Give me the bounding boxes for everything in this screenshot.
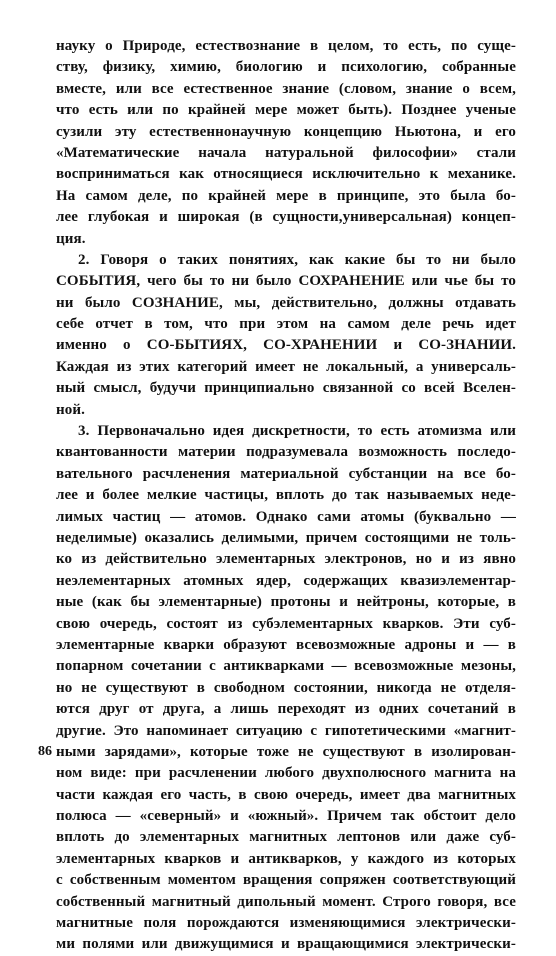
text-line: ются друг от друга, а лишь переходят из одних сочетаний в xyxy=(56,701,516,718)
text-line: лее и более мелкие частицы, вплоть до так называемых неде- xyxy=(56,487,516,504)
text-line: ни было СОЗНАНИЕ, мы, действительно, должны отдавать xyxy=(56,294,516,311)
text-line: лее глубокая и широкая (в сущности,универсальная) концеп- xyxy=(56,209,516,226)
text-line: сузили эту естественнонаучную концепцию Ньютона, и его xyxy=(56,123,516,140)
text-line: науку о Природе, естествознание в целом, то есть, по суще- xyxy=(56,38,516,54)
text-line: ству, физику, химию, биологию и психологию, собранные xyxy=(56,59,516,76)
text-line: с собственным моментом вращения сопряжен соответствующий xyxy=(56,872,516,889)
text-line: квантованности материи подразумевала возможность последо- xyxy=(56,444,516,461)
text-line: ными зарядами», которые тоже не существуют в изолирован- xyxy=(56,743,516,760)
text-line: себе отчет в том, что при этом на самом деле речь идет xyxy=(56,316,516,333)
text-line: неэлементарных атомных ядер, содержащих квазиэлементар- xyxy=(56,572,516,589)
text-line: Каждая из этих категорий имеет не локальный, а универсаль- xyxy=(56,358,516,375)
text-line: элементарных кварков и антикварков, у каждого из которых xyxy=(56,850,516,867)
text-line: ция. xyxy=(56,230,86,247)
text-line: попарном сочетании с антикварками — всевозможные мезоны, xyxy=(56,658,516,675)
text-line: магнитные поля порождаются изменяющимися электрически- xyxy=(56,915,516,932)
text-line: ми полями или движущимися и вращающимися электрически- xyxy=(56,936,516,953)
text-line: именно о СО-БЫТИЯХ, СО-ХРАНЕНИИ и СО-ЗНАНИИ. xyxy=(56,337,516,354)
page-number: 86 xyxy=(38,744,52,759)
text-line: части каждая его часть, в свою очередь, имеет два магнитных xyxy=(56,786,516,803)
text-line: свою очередь, состоят из субэлементарных кварков. Эти суб- xyxy=(56,615,516,632)
text-line: «Математические начала натуральной философии» стали xyxy=(56,144,516,161)
text-line: вательного расчленения материальной субстанции на все бо- xyxy=(56,465,516,482)
text-line: неделимые) оказались делимыми, причем состоящими не толь- xyxy=(56,529,516,546)
text-line: восприниматься как относящиеся исключительно к механике. xyxy=(56,166,516,183)
text-line: вплоть до элементарных магнитных лептонов или даже суб- xyxy=(56,829,516,846)
text-line: СОБЫТИЯ, чего бы то ни было СОХРАНЕНИЕ или чье бы то xyxy=(56,273,516,290)
body-text xyxy=(56,36,516,956)
text-line: ко из действительно элементарных электронов, но и из явно xyxy=(56,551,516,568)
text-line: что есть или по крайней мере может быть). Позднее ученые xyxy=(56,102,516,119)
text-line: ном виде: при расчленении любого двухполюсного магнита на xyxy=(56,765,516,782)
text-line: ные (как бы элементарные) протоны и нейтроны, которые, в xyxy=(56,594,516,611)
paragraph-2-start: 2. Говоря о таких понятиях, как какие бы то ни было xyxy=(78,251,516,268)
text-line: собственный магнитный дипольный момент. Строго говоря, все xyxy=(56,893,516,910)
text-line: вместе, или все естественное знание (словом, знание о всем, xyxy=(56,80,516,97)
text-line: ной. xyxy=(56,401,85,418)
text-line: ный смысл, будучи принципиально связанной со всей Вселен- xyxy=(56,380,516,397)
text-line: элементарные кварки образуют всевозможные адроны и — в xyxy=(56,636,516,653)
text-line: На самом деле, по крайней мере в принципе, это была бо- xyxy=(56,187,516,204)
text-line: но не существуют в свободном состоянии, никогда не отделя- xyxy=(56,679,516,696)
text-line: полюса — «северный» и «южный». Причем так обстоит дело xyxy=(56,808,516,825)
paragraph-3-start: 3. Первоначально идея дискретности, то есть атомизма или xyxy=(78,423,516,440)
text-line: лимых частиц — атомов. Однако сами атомы (буквально — xyxy=(56,508,516,525)
text-line: другие. Это напоминает ситуацию с гипотетическими «магнит- xyxy=(56,722,516,739)
